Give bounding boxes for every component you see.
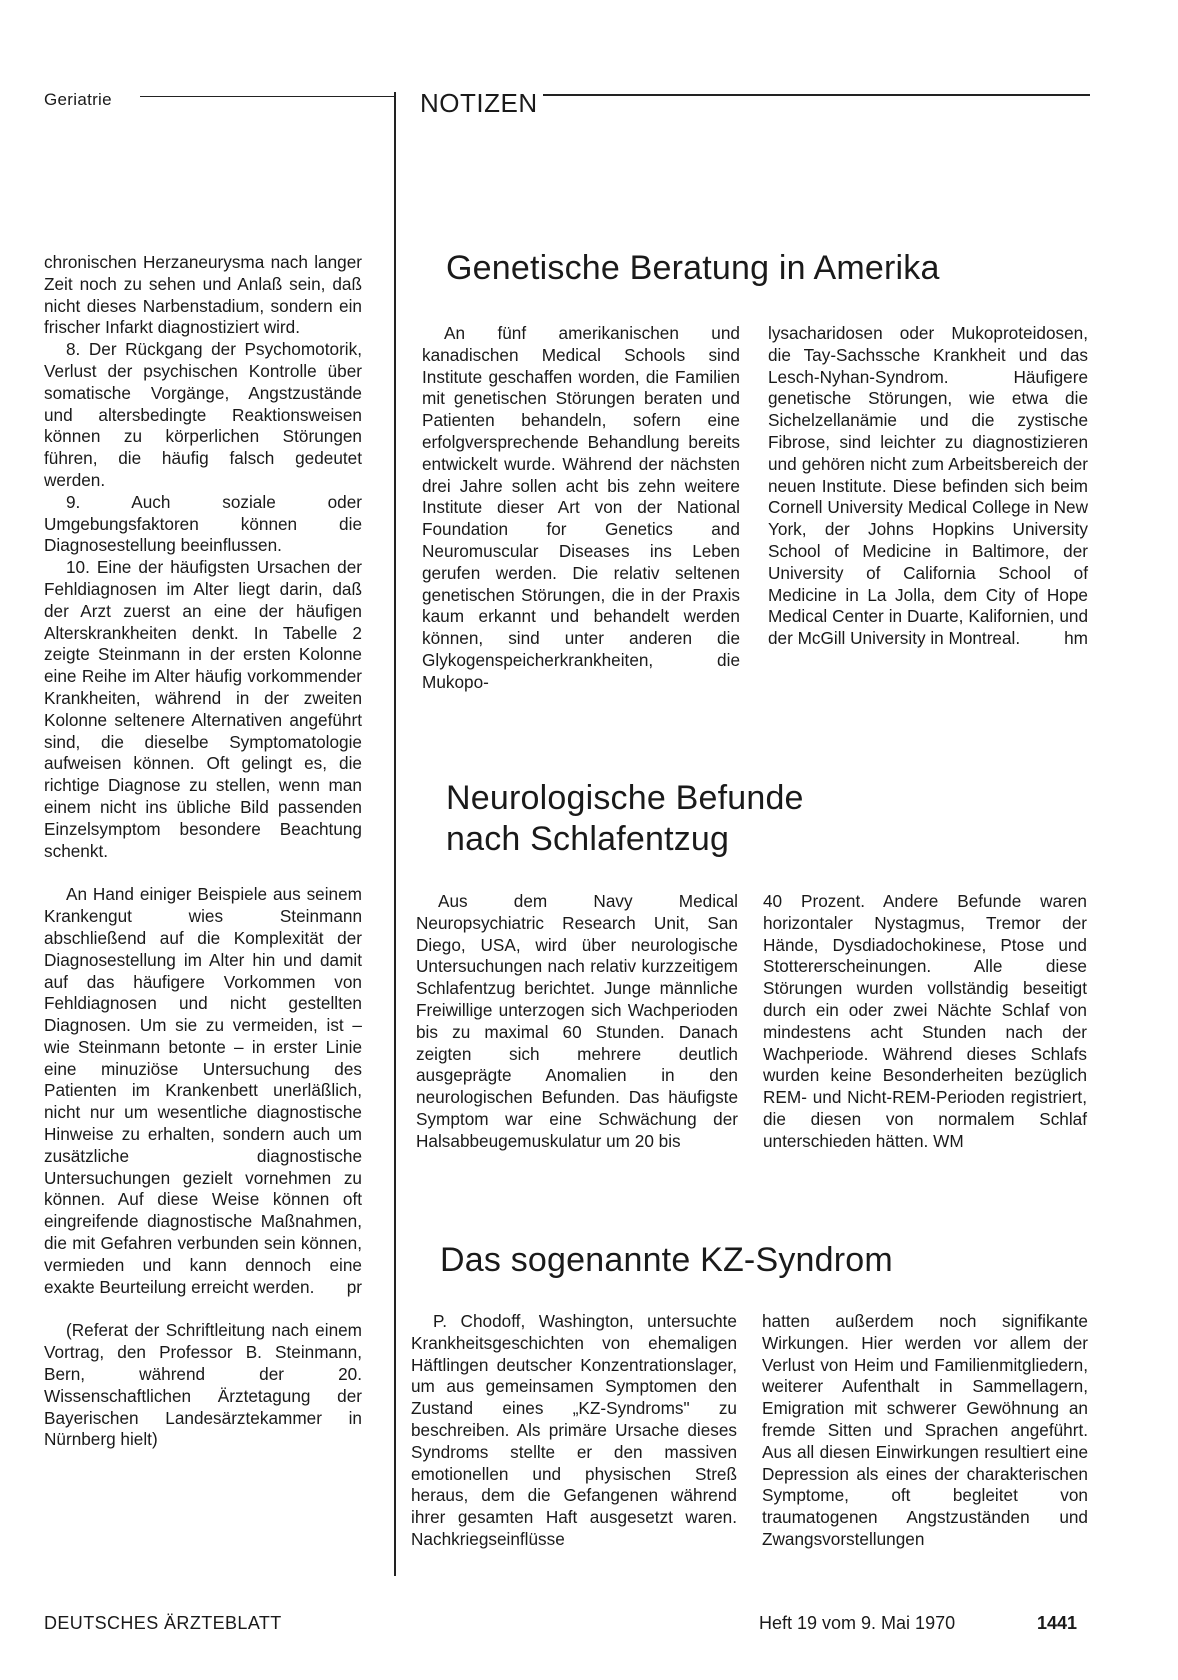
article-column — [768, 323, 1088, 650]
page-number: 1441 — [1037, 1613, 1078, 1633]
article-title — [446, 778, 804, 860]
article-column — [422, 323, 740, 694]
journal-name: DEUTSCHES ÄRZTEBLATT — [44, 1613, 282, 1633]
geriatrie-article-continuation — [44, 252, 362, 1451]
article-column — [762, 1311, 1088, 1551]
article-title: Genetische Beratung in Amerika — [446, 249, 940, 287]
paragraph-text: 40 Prozent. Andere Befunde waren horizontaler Nystagmus, Tremor der Hände, Dysdiadochokinese, Ptose und Stottererscheinungen. Alle diese Störungen wurden vollständig beseitigt durch ein oder zwei Nächte Schlaf von mindestens acht Stunden nach der Wachperiode. Während dieses Schlafs wurden keine Besonderheiten bezüglich REM- und Nicht-REM-Perioden registriert, die diesen von normalem Schlaf unterschieden hätten. — [763, 891, 1087, 1151]
paragraph — [44, 884, 362, 1298]
paragraph-text: lysacharidosen oder Mukoproteidosen, die Tay-Sachssche Krankheit und das Lesch-Nyhan-Syndrom. Häufigere genetische Störungen, wie etwa die Sichelzellanämie und die zystische Fibrose, sind leichter zu diagnostizieren und gehören nicht zum Arbeitsbereich der neuen Institute. Diese befinden sich beim Cornell University Medical College in New York, der Johns Hopkins University School of Medicine in Baltimore, der University of California School of Medicine in La Jolla, dem City of Hope Medical Center in Duarte, Kalifornien, und der McGill University in Montreal. — [768, 323, 1088, 649]
header-rule-right — [543, 94, 1090, 96]
paragraph — [763, 891, 1087, 1153]
article-title: Das sogenannte KZ-Syndrom — [440, 1241, 893, 1279]
paragraph: P. Chodoff, Washington, untersuchte Krankheitsgeschichten von ehemaligen Häftlingen deutscher Konzentrationslager, um aus gemeinsamen Symptomen den Zustand eines „KZ-Syndroms" zu beschreiben. Als primäre Ursache dieses Syndroms stellte er den massiven emotionellen und physischen Streß heraus, dem die Gefangenen während ihrer gesamten Haft ausgesetzt waren. Nachkriegseinflüsse — [411, 1311, 737, 1549]
section-label: Geriatrie — [44, 90, 112, 109]
author-signature: hm — [1064, 628, 1088, 649]
author-signature: pr — [346, 1276, 362, 1297]
article-column — [763, 891, 1087, 1153]
article-column — [416, 891, 738, 1153]
paragraph: chronischen Herzaneurysma nach langer Zeit noch zu sehen und Anlaß sein, daß nicht dieses Narbenstadium, sondern ein frischer Infarkt diagnostiziert wird. — [44, 252, 362, 338]
issue-info: Heft 19 vom 9. Mai 1970 — [759, 1613, 956, 1633]
paragraph: hatten außerdem noch signifikante Wirkungen. Hier werden vor allem der Verlust von Heim und Familienmitgliedern, weiterer Aufenthalt in Sammellagern, Emigration mit schwerer Gewöhnung an fremde Sitten und Sprachen angeführt. Aus all diesen Einwirkungen resultiert eine Depression als eines der charakterischen Symptome, oft begleitet von traumatogenen Angstzuständen und Zwangsvorstellungen — [762, 1311, 1088, 1549]
paragraph: An fünf amerikanischen und kanadischen Medical Schools sind Institute geschaffen worden, die Familien mit genetischen Störungen beraten und Patienten behandeln, sofern eine erfolgversprechende Behandlung bereits entwickelt wurde. Während der nächsten drei Jahre sollen acht bis zehn weitere Institute dieser Art von der National Foundation for Genetics and Neuromuscular Diseases ins Leben gerufen werden. Die relativ seltenen genetischen Störungen, die in der Praxis kaum erkannt und behandelt werden können, sind unter anderen die Glykogenspeicherkrankheiten, die Mukopo- — [422, 323, 740, 692]
header-rule-left — [140, 96, 396, 97]
paragraph-text: An Hand einiger Beispiele aus seinem Krankengut wies Steinmann abschließend auf die Komplexität der Diagnosestellung im Alter hin und damit auf das häufigere Vorkommen von Fehldiagnosen und nicht gestellten Diagnosen. Um sie zu vermeiden, ist – wie Steinmann betonte – in erster Linie eine minuziöse Untersuchung des Patienten im Krankenbett unerläßlich, nicht nur um wesentliche diagnostische Hinweise zu erhalten, sondern auch um zusätzliche diagnostische Untersuchungen gezielt vornehmen zu können. Auf diese Weise können oft eingreifende diagnostische Maßnahmen, die mit Gefahren verbunden sein können, vermieden und kann dennoch eine exakte Beurteilung erreicht werden. — [44, 884, 362, 1297]
paragraph: Aus dem Navy Medical Neuropsychiatric Research Unit, San Diego, USA, wird über neurologische Untersuchungen nach relativ kurzzeitigem Schlafentzug berichtet. Junge männliche Freiwillige unterzogen sich Wachperioden bis zu maximal 60 Stunden. Danach zeigten sich mehrere deutlich ausgeprägte Anomalien in den neurologischen Befunden. Das häufigste Symptom war eine Schwächung der Halsabbeugemuskulatur um 20 bis — [416, 891, 738, 1151]
article-column — [411, 1311, 737, 1551]
paragraph: 8. Der Rückgang der Psychomotorik, Verlust der psychischen Kontrolle über somatische Vorgänge, Angstzustände und altersbedingte Reaktionsweisen können zu körperlichen Störungen führen, die häufig falsch gedeutet werden. — [44, 339, 362, 490]
paragraph: 9. Auch soziale oder Umgebungsfaktoren können die Diagnosestellung beeinflussen. — [44, 491, 362, 556]
paragraph — [768, 323, 1088, 650]
title-line: nach Schlafentzug — [446, 820, 730, 858]
author-signature: WM — [933, 1130, 964, 1151]
paragraph: 10. Eine der häufigsten Ursachen der Fehldiagnosen im Alter liegt darin, daß der Arzt zuerst an eine der häufigen Alterskrankheiten denkt. In Tabelle 2 zeigte Steinmann in der ersten Kolonne eine Reihe im Alter häufig vorkommender Krankheiten, während in der zweiten Kolonne seltenere Alternativen angeführt sind, die dieselbe Symptomatologie aufweisen können. Oft gelingt es, die richtige Diagnose zu stellen, wenn man einem nicht ins übliche Bild passenden Einzelsymptom besondere Beachtung schenkt. — [44, 557, 362, 861]
column-label: NOTIZEN — [420, 88, 538, 118]
title-line: Neurologische Befunde — [446, 779, 804, 817]
column-divider — [394, 92, 396, 1576]
source-note: (Referat der Schriftleitung nach einem Vortrag, den Professor B. Steinmann, Bern, während der 20. Wissenschaftlichen Ärztetagung der Bayerischen Landesärztekammer in Nürnberg hielt) — [44, 1320, 362, 1450]
